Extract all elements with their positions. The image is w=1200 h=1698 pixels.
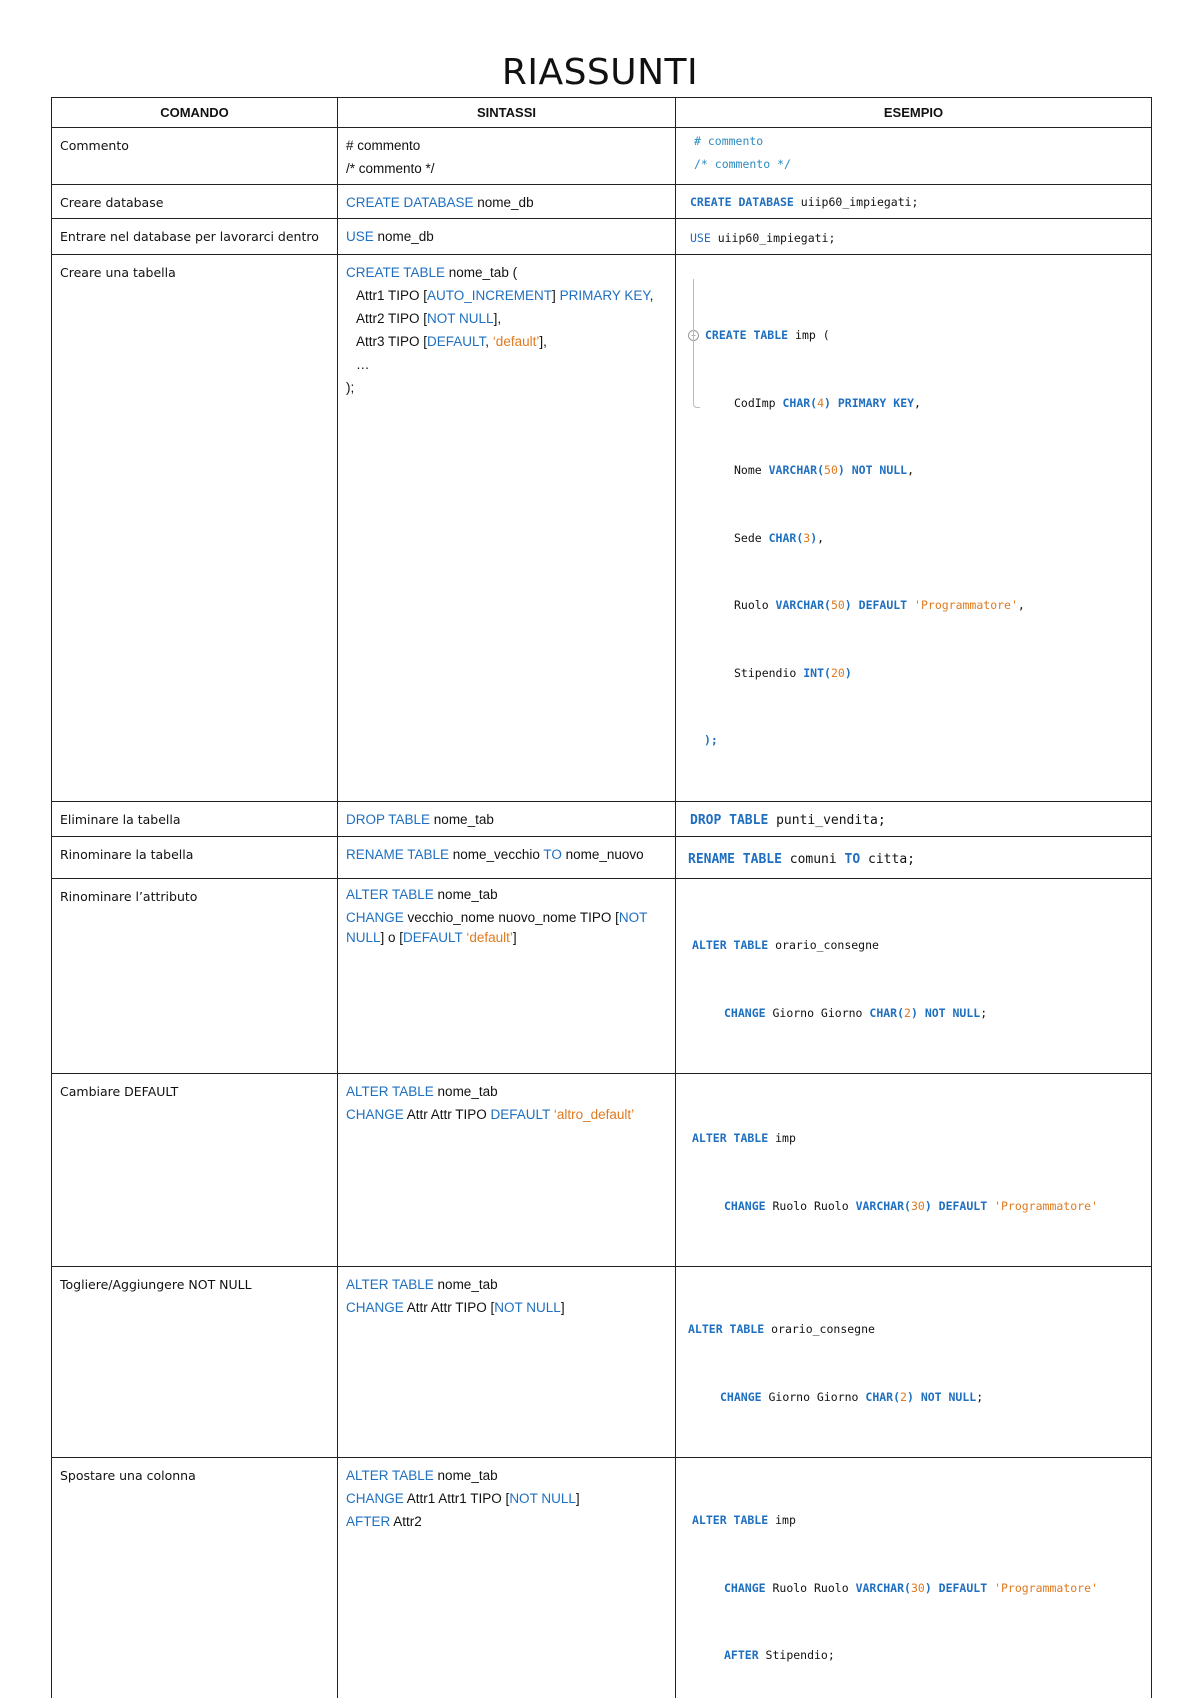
syntax-keyword: USE [346, 229, 374, 244]
table-row [52, 879, 1152, 1074]
syntax-keyword: CHANGE [346, 1300, 404, 1315]
comando-cell: Creare una tabella [52, 254, 338, 801]
example-number: 50 [831, 598, 845, 612]
esempio-cell [676, 185, 1152, 219]
comando-cell: Commento [52, 128, 338, 185]
comando-cell: Eliminare la tabella [52, 801, 338, 837]
sintassi-cell [338, 128, 676, 185]
table-row [52, 1267, 1152, 1458]
esempio-cell [676, 837, 1152, 879]
syntax-text: nome_db [374, 229, 434, 244]
example-text: Stipendio; [759, 1648, 835, 1662]
syntax-text: Attr Attr TIPO [ [404, 1300, 495, 1315]
header-sintassi: SINTASSI [338, 98, 676, 128]
esempio-cell [676, 1074, 1152, 1267]
example-keyword: ) NOT NULL [907, 1390, 976, 1404]
esempio-cell [676, 1267, 1152, 1458]
example-line: # commento [694, 130, 1143, 153]
esempio-cell [676, 219, 1152, 255]
syntax-keyword: NOT NULL [346, 910, 647, 945]
example-text: uiip60_impiegati; [711, 231, 836, 245]
example-number: 30 [911, 1581, 925, 1595]
example-string: 'Programmatore' [994, 1199, 1098, 1213]
syntax-string: ‘default’ [466, 930, 513, 945]
example-keyword: CHAR( [782, 396, 817, 410]
syntax-text: … [346, 353, 667, 376]
syntax-text: ] o [ [381, 930, 404, 945]
table-row [52, 1074, 1152, 1267]
header-esempio: ESEMPIO [676, 98, 1152, 128]
header-comando: COMANDO [52, 98, 338, 128]
comando-cell: Creare database [52, 185, 338, 219]
syntax-keyword: NOT NULL [509, 1491, 576, 1506]
syntax-text: nome_db [474, 195, 534, 210]
syntax-line: /* commento */ [346, 157, 667, 180]
example-text: punti_vendita; [768, 813, 885, 828]
example-keyword: VARCHAR( [856, 1581, 911, 1595]
example-keyword: ) PRIMARY KEY [824, 396, 914, 410]
syntax-text: Attr Attr TIPO [404, 1107, 491, 1122]
syntax-text: nome_tab [434, 1277, 498, 1292]
example-number: 20 [831, 666, 845, 680]
example-text: ; [980, 1006, 987, 1020]
example-keyword: AFTER [724, 1648, 759, 1662]
summary-table [51, 97, 1152, 1698]
example-number: 50 [824, 463, 838, 477]
example-keyword: CHANGE [724, 1006, 766, 1020]
syntax-text: ); [346, 376, 667, 399]
example-keyword: CHAR( [865, 1390, 900, 1404]
table-row [52, 128, 1152, 185]
syntax-text: ] [552, 288, 560, 303]
sintassi-cell [338, 1458, 676, 1698]
table-row [52, 801, 1152, 837]
sintassi-cell [338, 1267, 676, 1458]
syntax-text: ], [539, 334, 547, 349]
example-text: Ruolo Ruolo [766, 1199, 856, 1213]
syntax-text: , [650, 288, 654, 303]
example-string: 'Programmatore' [914, 598, 1018, 612]
example-keyword: ) [845, 666, 852, 680]
example-keyword: VARCHAR( [776, 598, 831, 612]
syntax-keyword: AUTO_INCREMENT [427, 288, 552, 303]
example-text: , [914, 396, 921, 410]
example-keyword: ) [810, 531, 817, 545]
syntax-keyword: NOT NULL [427, 311, 494, 326]
syntax-text: Attr3 TIPO [ [356, 334, 427, 349]
example-string: 'Programmatore' [994, 1581, 1098, 1595]
example-text: Sede [734, 531, 769, 545]
sintassi-cell [338, 254, 676, 801]
table-header-row [52, 98, 1152, 128]
example-line: /* commento */ [694, 153, 1143, 176]
example-keyword: ALTER TABLE [692, 1513, 768, 1527]
syntax-text: nome_tab ( [445, 265, 517, 280]
example-keyword: VARCHAR( [769, 463, 824, 477]
esempio-cell [676, 1458, 1152, 1698]
example-text: Giorno Giorno [766, 1006, 870, 1020]
comando-cell: Entrare nel database per lavorarci dentro [52, 219, 338, 255]
esempio-cell [676, 801, 1152, 837]
comando-cell: Cambiare DEFAULT [52, 1074, 338, 1267]
syntax-text: ], [494, 311, 502, 326]
example-number: 30 [911, 1199, 925, 1213]
example-keyword: TO [845, 852, 861, 867]
table-row [52, 837, 1152, 879]
example-keyword: ALTER TABLE [692, 938, 768, 952]
syntax-text: vecchio_nome nuovo_nome TIPO [ [404, 910, 619, 925]
syntax-keyword: CREATE TABLE [346, 265, 445, 280]
example-text: imp ( [788, 328, 830, 342]
esempio-cell [676, 254, 1152, 801]
sintassi-cell [338, 837, 676, 879]
example-text: , [817, 531, 824, 545]
syntax-text: nome_tab [434, 887, 498, 902]
sintassi-cell [338, 185, 676, 219]
example-text: comuni [782, 852, 845, 867]
sintassi-cell [338, 1074, 676, 1267]
syntax-line: # commento [346, 134, 667, 157]
syntax-text: ] [561, 1300, 565, 1315]
example-keyword: USE [690, 231, 711, 245]
example-keyword: RENAME TABLE [688, 852, 782, 867]
example-text: Ruolo Ruolo [766, 1581, 856, 1595]
example-text: orario_consegne [768, 938, 879, 952]
syntax-text: Attr1 TIPO [ [356, 288, 427, 303]
syntax-keyword: DEFAULT [427, 334, 485, 349]
syntax-text: nome_tab [434, 1468, 498, 1483]
example-keyword: CHANGE [720, 1390, 762, 1404]
example-keyword: ALTER TABLE [692, 1131, 768, 1145]
syntax-keyword: ALTER TABLE [346, 1468, 434, 1483]
esempio-cell [676, 128, 1152, 185]
syntax-text: nome_nuovo [562, 847, 644, 862]
example-number: 2 [904, 1006, 911, 1020]
syntax-keyword: TO [543, 847, 562, 862]
sintassi-cell [338, 219, 676, 255]
syntax-keyword: CHANGE [346, 1107, 404, 1122]
example-text: orario_consegne [764, 1322, 875, 1336]
example-text: , [1018, 598, 1025, 612]
example-text: Stipendio [734, 666, 803, 680]
table-row [52, 219, 1152, 255]
table-row [52, 1458, 1152, 1698]
sintassi-cell [338, 801, 676, 837]
example-text: Giorno Giorno [762, 1390, 866, 1404]
example-text: imp [768, 1513, 796, 1527]
example-keyword: CREATE TABLE [705, 328, 788, 342]
fold-collapse-icon[interactable]: − [688, 330, 699, 341]
example-keyword: CHAR( [869, 1006, 904, 1020]
syntax-keyword: PRIMARY KEY [560, 288, 650, 303]
example-text: Nome [734, 463, 769, 477]
syntax-keyword: AFTER [346, 1514, 390, 1529]
example-keyword: VARCHAR( [856, 1199, 911, 1213]
example-keyword: CHAR( [769, 531, 804, 545]
example-number: 4 [817, 396, 824, 410]
example-keyword: CREATE DATABASE [690, 195, 794, 209]
example-number: 3 [803, 531, 810, 545]
example-text: uiip60_impiegati; [794, 195, 919, 209]
syntax-keyword: CHANGE [346, 910, 404, 925]
syntax-keyword: RENAME TABLE [346, 847, 449, 862]
syntax-keyword: ALTER TABLE [346, 1084, 434, 1099]
syntax-text: nome_tab [434, 1084, 498, 1099]
table-row [52, 254, 1152, 801]
syntax-text: Attr2 TIPO [ [356, 311, 427, 326]
example-number: 2 [900, 1390, 907, 1404]
example-text: ); [688, 729, 1143, 752]
table-row [52, 185, 1152, 219]
syntax-keyword: DEFAULT [491, 1107, 551, 1122]
syntax-text: ] [576, 1491, 580, 1506]
example-text: imp [768, 1131, 796, 1145]
example-text: citta; [860, 852, 915, 867]
syntax-keyword: DEFAULT [403, 930, 463, 945]
fold-guide [693, 279, 700, 408]
example-keyword: CHANGE [724, 1581, 766, 1595]
syntax-text: ] [513, 930, 517, 945]
syntax-text: nome_tab [430, 812, 494, 827]
syntax-string: ‘altro_default’ [554, 1107, 634, 1122]
example-text: ; [976, 1390, 983, 1404]
example-keyword: INT( [803, 666, 831, 680]
example-keyword: ALTER TABLE [688, 1322, 764, 1336]
example-keyword: ) DEFAULT [845, 598, 914, 612]
syntax-keyword: DROP TABLE [346, 812, 430, 827]
syntax-text: Attr2 [390, 1514, 422, 1529]
comando-cell: Rinominare l’attributo [52, 879, 338, 1074]
syntax-text: , [485, 334, 493, 349]
example-keyword: DROP TABLE [690, 813, 768, 828]
syntax-keyword: NOT NULL [494, 1300, 561, 1315]
example-keyword: ) NOT NULL [838, 463, 907, 477]
syntax-keyword: CHANGE [346, 1491, 404, 1506]
example-keyword: ) NOT NULL [911, 1006, 980, 1020]
syntax-keyword: ALTER TABLE [346, 887, 434, 902]
syntax-keyword: CREATE DATABASE [346, 195, 474, 210]
syntax-keyword: ALTER TABLE [346, 1277, 434, 1292]
example-keyword: CHANGE [724, 1199, 766, 1213]
esempio-cell [676, 879, 1152, 1074]
sintassi-cell [338, 879, 676, 1074]
example-text: , [907, 463, 914, 477]
example-text: CodImp [734, 396, 782, 410]
page-title: RIASSUNTI [0, 52, 1200, 93]
comando-cell: Spostare una colonna [52, 1458, 338, 1698]
example-keyword: ) DEFAULT [925, 1581, 994, 1595]
comando-cell: Rinominare la tabella [52, 837, 338, 879]
example-text: Ruolo [734, 598, 776, 612]
syntax-text: Attr1 Attr1 TIPO [ [404, 1491, 510, 1506]
syntax-string: ‘default’ [493, 334, 540, 349]
example-keyword: ) DEFAULT [925, 1199, 994, 1213]
comando-cell: Togliere/Aggiungere NOT NULL [52, 1267, 338, 1458]
syntax-text: nome_vecchio [449, 847, 543, 862]
